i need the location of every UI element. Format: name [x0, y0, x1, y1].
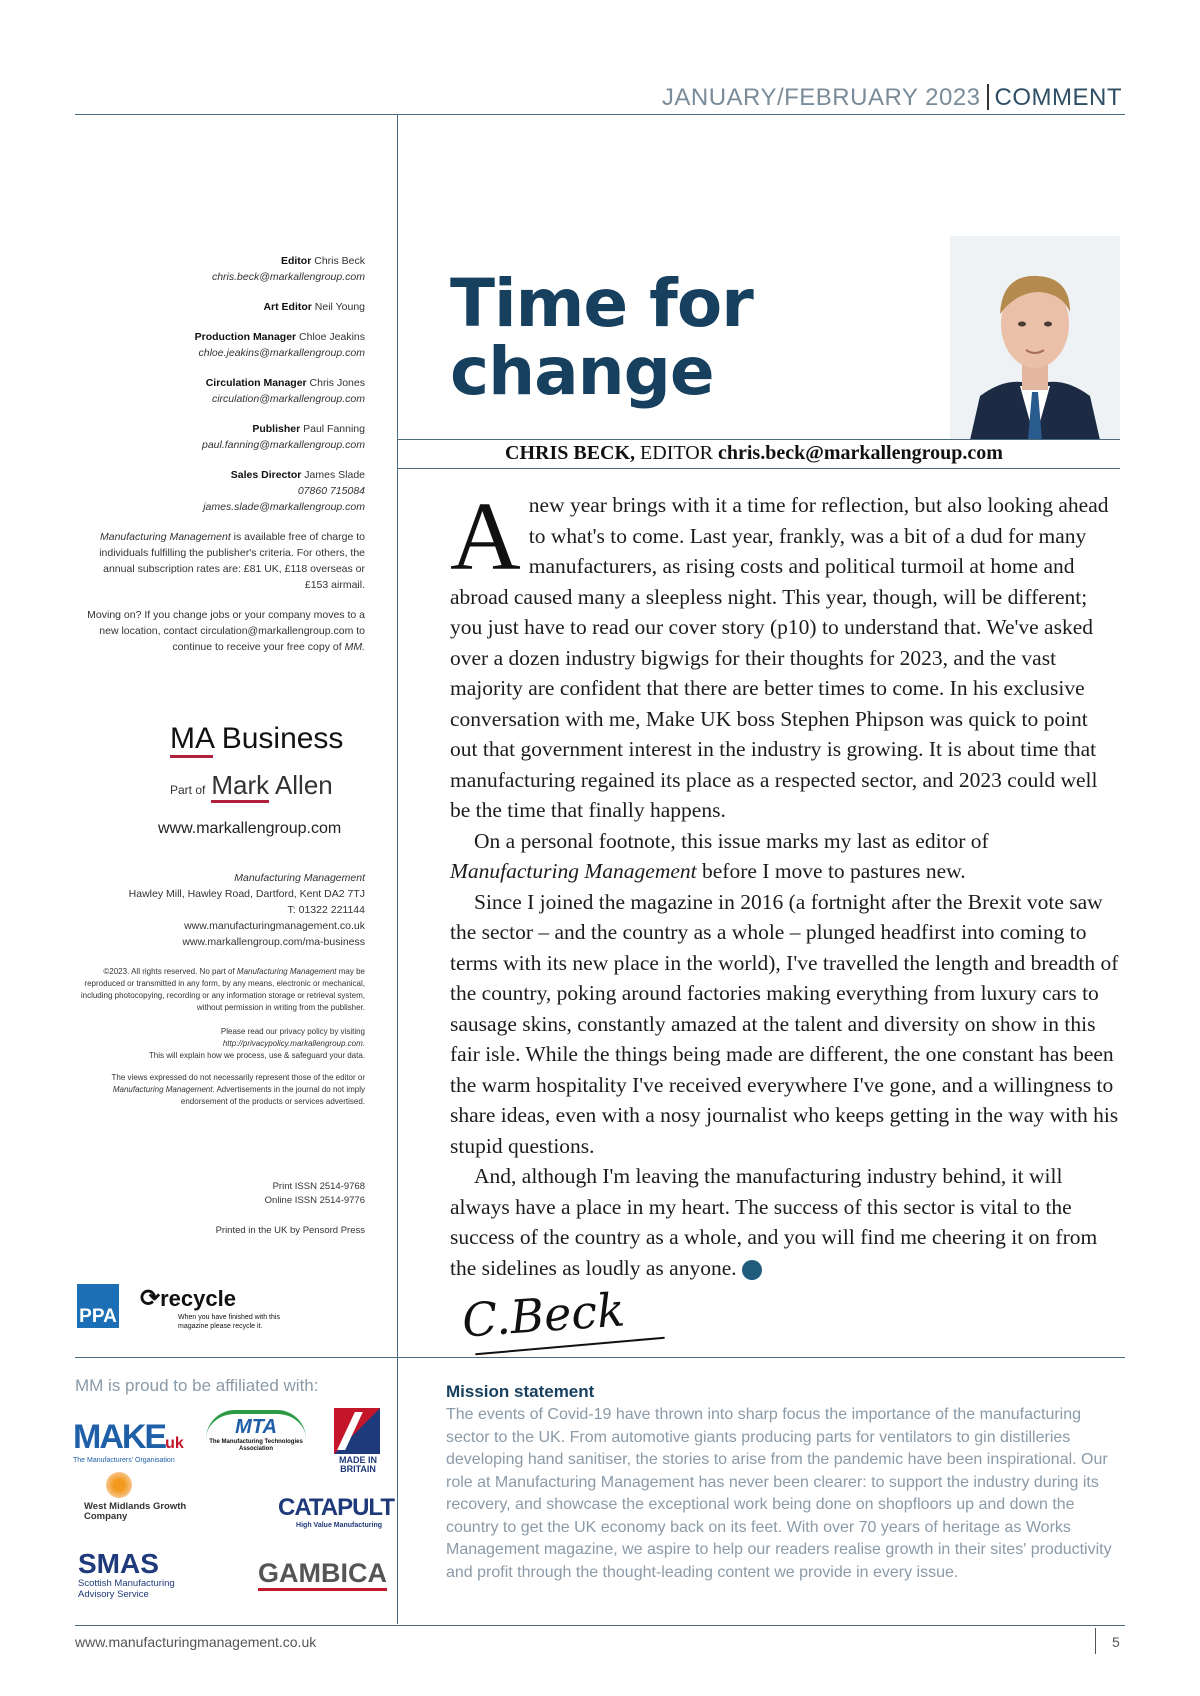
production-email: chloe.jeakins@markallengroup.com [198, 347, 365, 359]
paragraph-3: Since I joined the magazine in 2016 (a fortnight after the Brexit vote saw the sector – and the country as a whole – plunged headfirst into coming to terms with its new place in the world), I've travelled the length and breadth of the country, poking around factories making everything from luxury cars to sausage skins, constantly amazed at the talent and diversity on show in this fair isle. While the things being made are different, the one constant has been the warm hospitality I've received everywhere I've gone, and a willingness to share ideas, even with a nosy journalist who keeps getting in the way with his stupid questions. [450, 889, 1119, 1158]
views-b: . Advertisements in the journal do not imply endorsement of the products or services advertised. [180, 1085, 365, 1106]
publisher-role: Publisher [252, 423, 301, 435]
ppa-text: PPA [79, 1306, 117, 1327]
recycle-logo [140, 1284, 288, 1331]
views-text [80, 1072, 365, 1108]
byline-name: CHRIS BECK, [505, 442, 636, 464]
mark-allen-logo [170, 770, 333, 801]
mission-text: The events of Covid-19 have thrown into sharp focus the importance of the manufacturing sector to the UK. From automotive giants producing parts for ventilators to gin distilleries developing hand sanitiser, the stories to arise from the pandemic have been inspirational. Our role at Manufacturing Management has never been clearer: to support the industry during its recovery, and showcase the exceptional work being done on shopfloors up and down the country to get the UK economy back on its feet. With over 70 years of heritage as Works Management magazine, we aspire to help our readers realise growth in their sites' productivity and profit through the thought-leading content we provide in every issue. [446, 1406, 1112, 1581]
mission-rule [75, 1357, 1125, 1358]
footer-url[interactable]: www.manufacturingmanagement.co.uk [75, 1634, 317, 1650]
circulation-name: Chris Jones [309, 377, 365, 389]
printer-info: Printed in the UK by Pensord Press [215, 1225, 365, 1236]
copy-a: ©2023. All rights reserved. No part of [103, 967, 237, 976]
copy-mag: Manufacturing Management [236, 967, 337, 976]
art-editor-role: Art Editor [263, 301, 312, 313]
publisher-email: paul.fanning@markallengroup.com [201, 439, 365, 451]
byline-email[interactable]: chris.beck@markallengroup.com [718, 442, 1003, 464]
catapult-word: CATAPULT [278, 1494, 394, 1521]
mta-logo [206, 1410, 306, 1453]
wm-sun-icon [106, 1472, 132, 1498]
allen-word: Allen [274, 770, 333, 800]
editor-name: Chris Beck [314, 255, 365, 267]
recycle-icon: ⟳ [140, 1285, 161, 1312]
article-title [450, 265, 753, 410]
sales-phone: 07860 715084 [297, 485, 365, 497]
masthead [80, 253, 365, 655]
footer-divider [1095, 1628, 1096, 1654]
recycle-word: recycle [160, 1286, 236, 1311]
paragraph-2 [450, 826, 1120, 887]
p4-text: And, although I'm leaving the manufacturing industry behind, it will always have a place in my heart. The success of this sector is vital to the success of the country as a whole, and you will find me cheering it on from the sidelines as loudly as anyone. [450, 1164, 1098, 1280]
smas-sub1: Scottish Manufacturing [78, 1578, 175, 1589]
section-name: COMMENT [994, 84, 1122, 111]
circulation-email: circulation@markallengroup.com [211, 393, 365, 405]
p2-a: On a personal footnote, this issue marks my last as editor of [474, 828, 989, 853]
publisher-name: Paul Fanning [303, 423, 365, 435]
p1-text: new year brings with it a time for reflection, but also looking ahead to what's to come. Last year, frankly, was a bit of a dud for many manufacturers, as rising costs and political turmoil at home and abroad caused many a sleepless night. This year, though, will be different; you just have to read our cover story (p10) to understand that. We've asked over a dozen industry bigwigs for their thoughts for 2023, and the vast majority are confident that there are better times to come. In his exclusive conversation with me, Make UK boss Stephen Phipson was quick to point out that government interest in the industry is growing. It is about time that manufacturing regained its place as a respected sector, and 2023 could well be the time that finally happens. [450, 493, 1109, 822]
moving-info [80, 607, 365, 655]
ma-word: Business [221, 722, 344, 755]
author-photo [950, 236, 1120, 440]
page-number: 5 [1112, 1634, 1120, 1650]
affiliated-heading: MM is proud to be affiliated with: [75, 1376, 319, 1395]
ma-prefix: MA [170, 722, 213, 758]
moving-mag: MM. [344, 641, 365, 653]
privacy-text: Please read our privacy policy by visiting [220, 1027, 365, 1036]
catapult-sub: High Value Manufacturing [296, 1522, 382, 1529]
subscription-text: is available free of charge to individuals fulfilling the publisher's criteria. For others, the annual subscription rates are: £81 UK, £118 overseas or £153 airmail. [99, 531, 365, 591]
editor-role: Editor [280, 255, 312, 267]
mission-title: Mission statement [446, 1382, 595, 1401]
article-body [450, 483, 1120, 1283]
smas-sub2: Advisory Service [78, 1589, 149, 1600]
copy-b: may be reproduced or transmitted in any form, by any means, electronic or mechanical, including photocopying, recording or any information storage or retrieval system, without permission in writing from the publisher. [80, 967, 365, 1012]
signature: C.Beck [460, 1282, 627, 1348]
end-mark-icon: M [742, 1260, 762, 1280]
drop-cap: A [450, 483, 521, 591]
smas-word: SMAS [78, 1548, 159, 1579]
production-role: Production Manager [194, 331, 297, 343]
sales-name: James Slade [304, 469, 365, 481]
title-line-1: Time for [450, 265, 753, 342]
byline-rule-bottom [397, 468, 1120, 469]
circulation-role: Circulation Manager [205, 377, 307, 389]
mib-flag-icon [334, 1408, 380, 1454]
issn-block [80, 1180, 365, 1238]
address-name: Manufacturing Management [234, 872, 365, 884]
legal-block [80, 966, 365, 1108]
footer-rule [75, 1625, 1125, 1626]
online-issn: Online ISSN 2514-9776 [264, 1195, 365, 1206]
byline [505, 442, 1003, 465]
views-a: The views expressed do not necessarily represent those of the editor or [111, 1073, 365, 1082]
page-header [662, 84, 1122, 112]
print-issn: Print ISSN 2514-9768 [272, 1181, 365, 1192]
header-divider [987, 84, 989, 110]
address-web2[interactable]: www.markallengroup.com/ma-business [182, 936, 365, 948]
gambica-logo: GAMBICA [258, 1558, 387, 1591]
address-block [80, 870, 365, 950]
editor-email: chris.beck@markallengroup.com [211, 271, 365, 283]
issue-date: JANUARY/FEBRUARY 2023 [661, 84, 981, 111]
make-uk-suffix: uk [165, 1435, 184, 1452]
smas-logo [78, 1550, 175, 1600]
paragraph-1 [450, 483, 1120, 826]
production-name: Chloe Jeakins [299, 331, 365, 343]
title-line-2: change [450, 333, 714, 410]
part-of-label: Part of [170, 783, 206, 797]
wm-text: West Midlands Growth Company [84, 1501, 187, 1522]
sales-role: Sales Director [230, 469, 302, 481]
mta-word: MTA [206, 1410, 306, 1439]
address-web1[interactable]: www.manufacturingmanagement.co.uk [184, 920, 365, 932]
paragraph-4 [450, 1161, 1120, 1283]
sales-email: james.slade@markallengroup.com [203, 501, 365, 513]
header-rule [75, 114, 1125, 115]
p2-mag: Manufacturing Management [450, 859, 697, 883]
mark-word: Mark [211, 770, 269, 803]
privacy-text-b: This will explain how we process, use & safeguard your data. [148, 1051, 365, 1060]
address-phone: T: 01322 221144 [287, 904, 365, 916]
magazine-name: Manufacturing Management [100, 531, 231, 543]
made-in-britain-logo [334, 1408, 382, 1474]
mib-text: MADE IN BRITAIN [339, 1455, 377, 1474]
make-uk-logo [73, 1418, 184, 1464]
subscription-info [80, 529, 365, 593]
ppa-logo [77, 1284, 119, 1328]
west-midlands-logo [84, 1472, 194, 1522]
byline-rule-top [397, 439, 1120, 440]
ma-business-logo [170, 722, 343, 756]
brand-url[interactable]: www.markallengroup.com [158, 820, 342, 837]
address-line: Hawley Mill, Hawley Road, Dartford, Kent DA2 7TJ [128, 888, 365, 900]
byline-role: EDITOR [635, 442, 718, 464]
column-divider [397, 114, 398, 1624]
make-sub: The Manufacturers' Organisation [73, 1457, 175, 1464]
views-mag: Manufacturing Management [112, 1085, 213, 1094]
mta-sub: The Manufacturing Technologies Association [209, 1439, 303, 1452]
moving-text: Moving on? If you change jobs or your company moves to a new location, contact circulation@markallengroup.com to continue to receive your free copy of [87, 609, 365, 653]
privacy-url[interactable]: http://privacypolicy.markallengroup.com. [222, 1039, 365, 1048]
p2-b: before I move to pastures new. [696, 859, 966, 883]
recycle-sub: When you have finished with this magazine please recycle it. [178, 1314, 280, 1330]
copyright-text [80, 966, 365, 1014]
make-word: MAKE [73, 1418, 166, 1456]
catapult-logo [278, 1494, 394, 1529]
art-editor-name: Neil Young [314, 301, 365, 313]
